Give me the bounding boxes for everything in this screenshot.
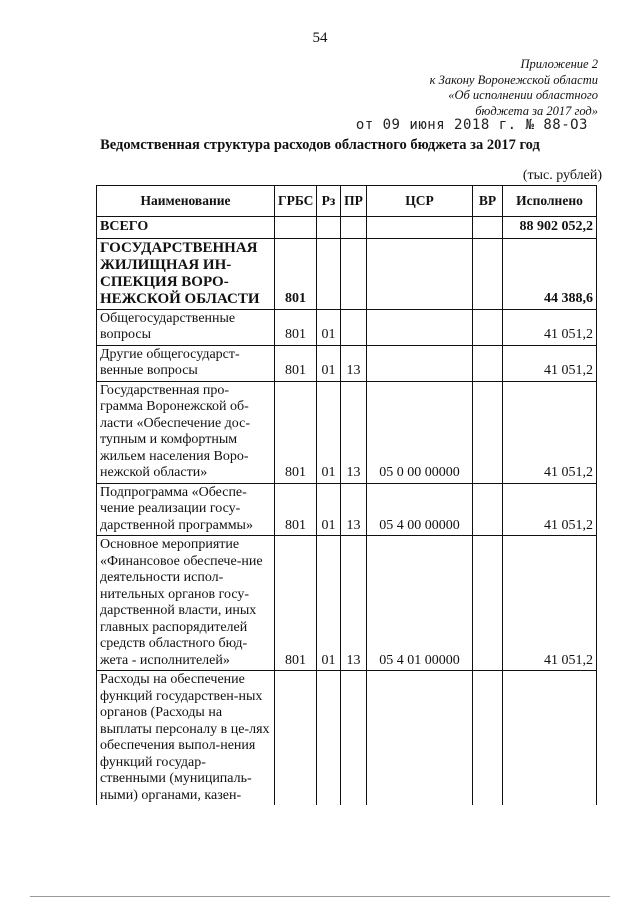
row-value: 41 051,2 bbox=[503, 381, 597, 483]
header-vr: ВР bbox=[473, 186, 503, 217]
row-rz: 01 bbox=[317, 536, 341, 671]
table-row bbox=[97, 217, 597, 239]
row-value: 41 051,2 bbox=[503, 483, 597, 536]
row-csr bbox=[367, 671, 473, 806]
header-name: Наименование bbox=[97, 186, 275, 217]
header-csr: ЦСР bbox=[367, 186, 473, 217]
row-pr: 13 bbox=[341, 483, 367, 536]
table-row bbox=[97, 483, 597, 536]
row-vr bbox=[473, 381, 503, 483]
row-value: 41 051,2 bbox=[503, 536, 597, 671]
row-csr bbox=[367, 217, 473, 239]
row-csr: 05 4 01 00000 bbox=[367, 536, 473, 671]
row-grbs: 801 bbox=[275, 536, 317, 671]
page-number: 54 bbox=[312, 30, 328, 46]
header-value: Исполнено bbox=[503, 186, 597, 217]
row-value: 44 388,6 bbox=[503, 238, 597, 309]
document-title: Ведомственная структура расходов областного бюджета за 2017 год bbox=[100, 137, 540, 153]
row-pr: 13 bbox=[341, 345, 367, 381]
table-header-row bbox=[97, 186, 597, 217]
row-grbs bbox=[275, 671, 317, 806]
row-vr bbox=[473, 238, 503, 309]
row-rz: 01 bbox=[317, 381, 341, 483]
row-vr bbox=[473, 536, 503, 671]
appendix-header bbox=[430, 57, 598, 119]
appendix-line: Приложение 2 bbox=[520, 57, 598, 71]
units-label: (тыс. рублей) bbox=[522, 168, 602, 183]
row-pr bbox=[341, 309, 367, 345]
table-row bbox=[97, 345, 597, 381]
row-csr bbox=[367, 309, 473, 345]
row-pr bbox=[341, 671, 367, 806]
registration-stamp: от 09 июня 2018 г. № 88-ОЗ bbox=[355, 117, 588, 133]
row-vr bbox=[473, 671, 503, 806]
row-vr bbox=[473, 217, 503, 239]
row-pr: 13 bbox=[341, 381, 367, 483]
row-value: 88 902 052,2 bbox=[503, 217, 597, 239]
budget-table bbox=[96, 185, 597, 805]
header-pr: ПР bbox=[341, 186, 367, 217]
row-csr bbox=[367, 345, 473, 381]
appendix-line: «Об исполнении областного bbox=[448, 88, 598, 102]
header-grbs: ГРБС bbox=[275, 186, 317, 217]
page-bottom-rule bbox=[30, 896, 610, 897]
row-name: Общегосударственные вопросы bbox=[97, 309, 275, 345]
row-value: 41 051,2 bbox=[503, 345, 597, 381]
row-rz: 01 bbox=[317, 309, 341, 345]
table-row bbox=[97, 671, 597, 806]
row-grbs: 801 bbox=[275, 238, 317, 309]
row-name: Основное мероприятие «Финансовое обеспече-ние деятельности испол-нительных органов госу-дарственной власти, иных главных распорядителей средств областного бюд-жета - исполнителей» bbox=[97, 536, 275, 671]
appendix-line: бюджета за 2017 год» bbox=[475, 103, 598, 118]
row-vr bbox=[473, 483, 503, 536]
row-csr: 05 0 00 00000 bbox=[367, 381, 473, 483]
row-value bbox=[503, 671, 597, 806]
row-name: Государственная про-грамма Воронежской об-ласти «Обеспечение дос-тупным и комфортным жильем населения Воро-нежской области» bbox=[97, 381, 275, 483]
table-row bbox=[97, 536, 597, 671]
header-rz: Рз bbox=[317, 186, 341, 217]
row-grbs bbox=[275, 217, 317, 239]
row-name: Расходы на обеспечение функций государствен-ных органов (Расходы на выплаты персоналу в це-лях обеспечения выпол-нения функций государ-ственными (муниципаль-ными) органами, казен- bbox=[97, 671, 275, 806]
row-csr bbox=[367, 238, 473, 309]
row-rz bbox=[317, 671, 341, 806]
row-pr bbox=[341, 238, 367, 309]
row-name: ВСЕГО bbox=[97, 217, 275, 239]
row-name: ГОСУДАРСТВЕННАЯ ЖИЛИЩНАЯ ИН-СПЕКЦИЯ ВОРО-НЕЖСКОЙ ОБЛАСТИ bbox=[97, 238, 275, 309]
row-pr: 13 bbox=[341, 536, 367, 671]
appendix-line: к Закону Воронежской области bbox=[429, 72, 598, 87]
table-row bbox=[97, 238, 597, 309]
table-row bbox=[97, 309, 597, 345]
row-csr: 05 4 00 00000 bbox=[367, 483, 473, 536]
row-name: Другие общегосударст-венные вопросы bbox=[97, 345, 275, 381]
row-grbs: 801 bbox=[275, 381, 317, 483]
row-rz: 01 bbox=[317, 483, 341, 536]
row-vr bbox=[473, 345, 503, 381]
row-rz bbox=[317, 217, 341, 239]
row-rz bbox=[317, 238, 341, 309]
row-rz: 01 bbox=[317, 345, 341, 381]
row-grbs: 801 bbox=[275, 483, 317, 536]
row-name: Подпрограмма «Обеспе-чение реализации госу-дарственной программы» bbox=[97, 483, 275, 536]
row-vr bbox=[473, 309, 503, 345]
row-value: 41 051,2 bbox=[503, 309, 597, 345]
row-grbs: 801 bbox=[275, 345, 317, 381]
table-row bbox=[97, 381, 597, 483]
row-grbs: 801 bbox=[275, 309, 317, 345]
row-pr bbox=[341, 217, 367, 239]
